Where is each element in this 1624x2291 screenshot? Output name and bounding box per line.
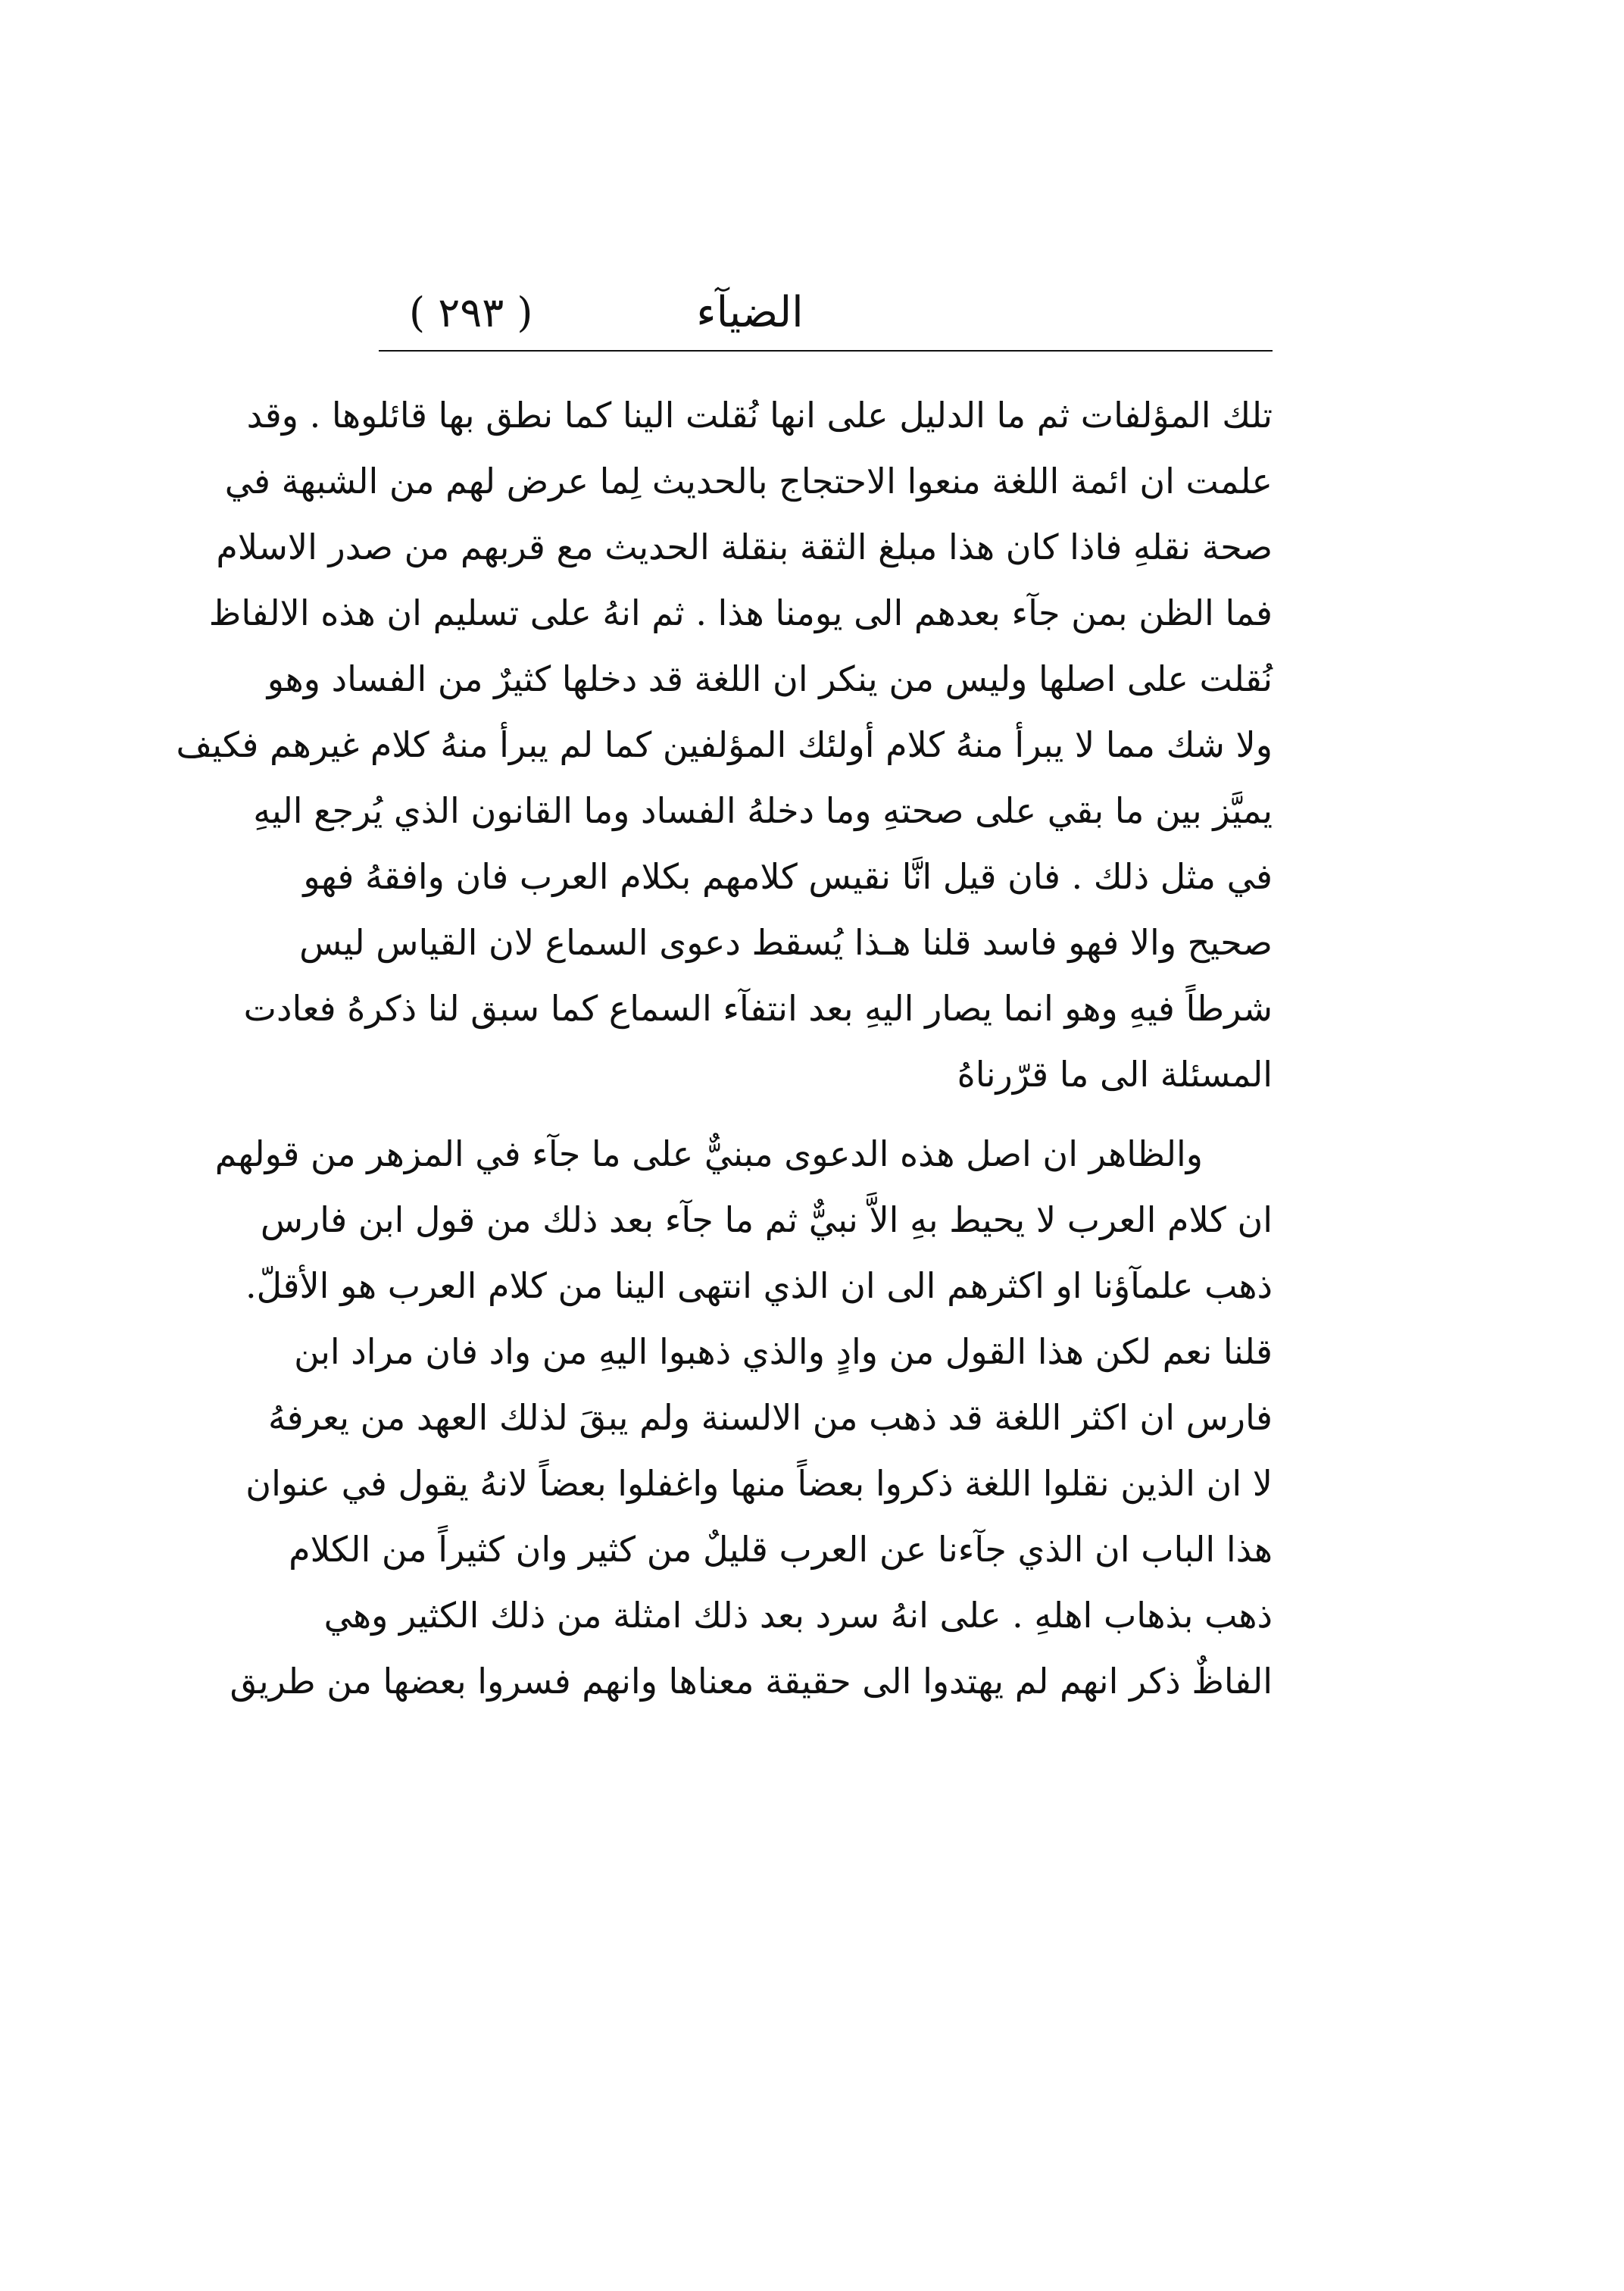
text-line: في مثل ذلك . فان قيل انَّا نقيس كلامهم بكلام العرب فان وافقهُ فهو	[303, 856, 1273, 897]
text-line: نُقلت على اصلها وليس من ينكر ان اللغة قد دخلها كثيرٌ من الفساد وهو	[267, 658, 1273, 699]
paragraph	[214, 1121, 1273, 1714]
text-line: علمت ان ائمة اللغة منعوا الاحتجاج بالحديث لِما عرض لهم من الشبهة في	[224, 461, 1273, 502]
text-line: صحيح والا فهو فاسد قلنا هـذا يُسقط دعوى السماع لان القياس ليس	[299, 922, 1273, 963]
text-line: لا ان الذين نقلوا اللغة ذكروا بعضاً منها واغفلوا بعضاً لانهُ يقول في عنوان	[245, 1463, 1273, 1504]
header-rule	[379, 350, 1273, 352]
text-line: شرطاً فيهِ وهو انما يصار اليهِ بعد انتفآء السماع كما سبق لنا ذكرهُ فعادت	[243, 988, 1273, 1029]
text-line: ولا شك مما لا يبرأ منهُ كلام أولئك المؤلفين كما لم يبرأ منهُ كلام غيرهم فكيف	[176, 724, 1273, 765]
text-line: صحة نقلهِ فاذا كان هذا مبلغ الثقة بنقلة الحديث مع قربهم من صدر الاسلام	[216, 527, 1273, 567]
body-text	[176, 383, 1273, 1714]
page-header	[379, 279, 1273, 347]
text-line: ان كلام العرب لا يحيط بهِ الاَّ نبيٌّ ثم ما جآء بعد ذلك من قول ابن فارس	[260, 1199, 1273, 1240]
text-line: يميَّز بين ما بقي على صحتهِ وما دخلهُ الفساد وما القانون الذي يُرجع اليهِ	[253, 790, 1273, 831]
text-line: هذا الباب ان الذي جآءنا عن العرب قليلٌ من كثير وان كثيراً من الكلام	[289, 1529, 1273, 1570]
text-line: والظاهر ان اصل هذه الدعوى مبنيٌّ على ما جآء في المزهر من قولهم	[214, 1133, 1203, 1174]
page-number: ( ٢٩٣ )	[409, 289, 533, 336]
text-line: ذهب بذهاب اهلهِ . على انهُ سرد بعد ذلك امثلة من ذلك الكثير وهي	[323, 1595, 1273, 1636]
text-line: فارس ان اكثر اللغة قد ذهب من الالسنة ولم يبقَ لذلك العهد من يعرفهُ	[267, 1397, 1273, 1438]
paragraph	[176, 383, 1273, 1108]
text-line: فما الظن بمن جآء بعدهم الى يومنا هذا . ثم انهُ على تسليم ان هذه الالفاظ	[208, 592, 1273, 633]
running-title: الضيآء	[696, 288, 804, 337]
text-line: الفاظٌ ذكر انهم لم يهتدوا الى حقيقة معناها وانهم فسروا بعضها من طريق	[230, 1661, 1273, 1702]
text-line: قلنا نعم لكن هذا القول من وادٍ والذي ذهبوا اليهِ من واد فان مراد ابن	[294, 1331, 1273, 1372]
text-line: تلك المؤلفات ثم ما الدليل على انها نُقلت الينا كما نطق بها قائلوها . وقد	[246, 395, 1273, 436]
text-line: المسئلة الى ما قرّرناهُ	[957, 1054, 1273, 1095]
paragraph-gap	[379, 1108, 1273, 1121]
text-line: ذهب علمآؤنا او اكثرهم الى ان الذي انتهى الينا من كلام العرب هو الأقلّ.	[245, 1265, 1273, 1306]
